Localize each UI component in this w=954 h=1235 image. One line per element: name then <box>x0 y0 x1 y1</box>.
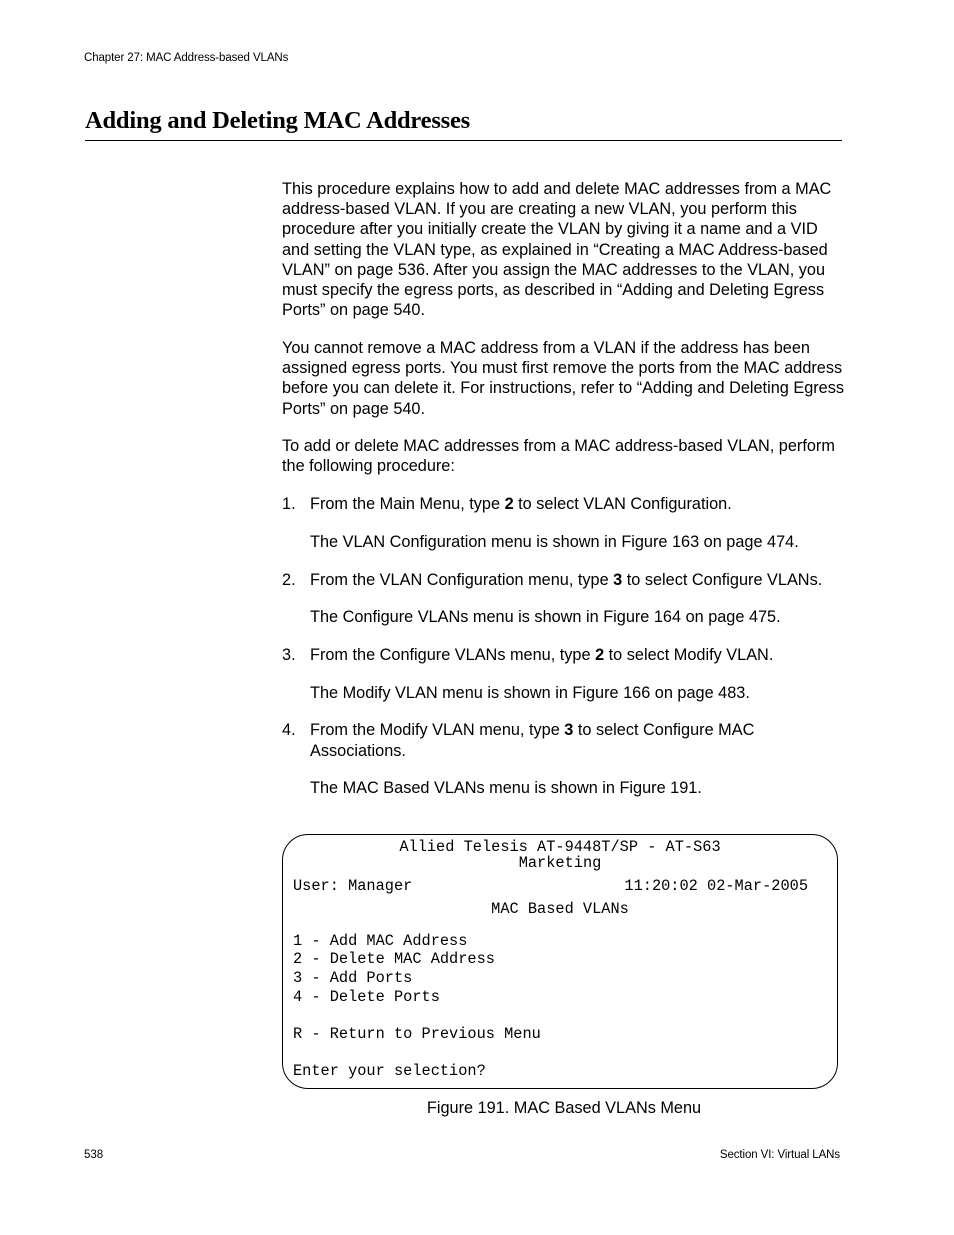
step-number: 4 . <box>282 720 296 740</box>
intro-paragraph: This procedure explains how to add and delete MAC addresses from a MAC address-based VLAN. If you are creating a new VLAN, you perform this procedure after you initially create the VLAN by giving it a name and a VID and setting the VLAN type, as explained in “Creating a MAC Address-based VLAN” on page 536. After you assign the MAC addresses to the VLAN, you must specify the egress ports, as described in “Adding and Deleting Egress Ports” on page 540. <box>282 180 832 320</box>
step-text: to select Configure VLANs. <box>622 570 823 589</box>
step-text: From the Configure VLANs menu, type <box>310 645 596 664</box>
step-note: The MAC Based VLANs menu is shown in Figure 191. <box>310 779 702 798</box>
terminal-screen-figure <box>282 834 838 1089</box>
terminal-menu-title: MAC Based VLANs <box>491 900 629 918</box>
step-instruction <box>310 720 847 760</box>
step-number: 1 . <box>282 494 296 514</box>
page-number: 538 <box>84 1149 104 1161</box>
terminal-return-option: R - Return to Previous Menu <box>293 1025 541 1043</box>
step-key: 2 <box>595 645 605 664</box>
footer-section-label: Section VI: Virtual LANs <box>719 1149 840 1161</box>
step-key: 2 <box>504 495 514 514</box>
step-note: The Modify VLAN menu is shown in Figure 166 on page 483. <box>310 683 750 702</box>
body-text <box>282 179 847 816</box>
restriction-paragraph: You cannot remove a MAC address from a VLAN if the address has been assigned egress ports. You must first remove the ports from the MAC address before you can delete it. For instructions, refer to “Adding and Deleting Egress Ports” on page 540. <box>282 338 845 418</box>
running-head: Chapter 27: MAC Address-based VLANs <box>84 52 289 64</box>
terminal-prompt: Enter your selection? <box>293 1062 486 1080</box>
title-rule <box>85 140 842 141</box>
procedure-lead-paragraph: To add or delete MAC addresses from a MAC address-based VLAN, perform the following procedure: <box>282 437 835 476</box>
step-note: The Configure VLANs menu is shown in Figure 164 on page 475. <box>310 608 781 627</box>
step-text: to select VLAN Configuration. <box>513 495 732 514</box>
step-key: 3 <box>613 570 623 589</box>
step-text: From the VLAN Configuration menu, type <box>310 570 614 589</box>
terminal-menu-option-2: 2 - Delete MAC Address <box>293 950 495 968</box>
step-text: to select Modify VLAN. <box>604 645 774 664</box>
figure-caption: Figure 191. MAC Based VLANs Menu <box>426 1099 702 1117</box>
terminal-system-name: Marketing <box>518 854 602 872</box>
step-key: 3 <box>564 721 574 740</box>
step-instruction <box>310 494 847 514</box>
step-text: From the Main Menu, type <box>310 495 505 514</box>
terminal-user: User: Manager <box>293 877 413 895</box>
procedure-step-4 <box>282 720 847 798</box>
terminal-timestamp: 11:20:02 02-Mar-2005 <box>624 877 808 895</box>
step-text: From the Modify VLAN menu, type <box>310 721 565 740</box>
procedure-step-2 <box>282 570 847 628</box>
terminal-menu-option-1: 1 - Add MAC Address <box>293 932 468 950</box>
terminal-menu-option-4: 4 - Delete Ports <box>293 988 440 1006</box>
procedure-steps <box>282 494 847 798</box>
terminal-menu-option-3: 3 - Add Ports <box>293 969 413 987</box>
step-instruction <box>310 570 847 590</box>
step-text: to select Configure MAC Associations. <box>310 721 755 760</box>
step-number: 2 . <box>282 570 296 590</box>
step-number: 3 . <box>282 645 296 665</box>
section-title: Adding and Deleting MAC Addresses <box>85 107 471 134</box>
procedure-step-3 <box>282 645 847 703</box>
step-instruction <box>310 645 847 665</box>
terminal-product-line: Allied Telesis AT-9448T/SP - AT-S63 <box>399 838 721 856</box>
procedure-step-1 <box>282 494 847 552</box>
step-note: The VLAN Configuration menu is shown in Figure 163 on page 474. <box>310 532 799 551</box>
